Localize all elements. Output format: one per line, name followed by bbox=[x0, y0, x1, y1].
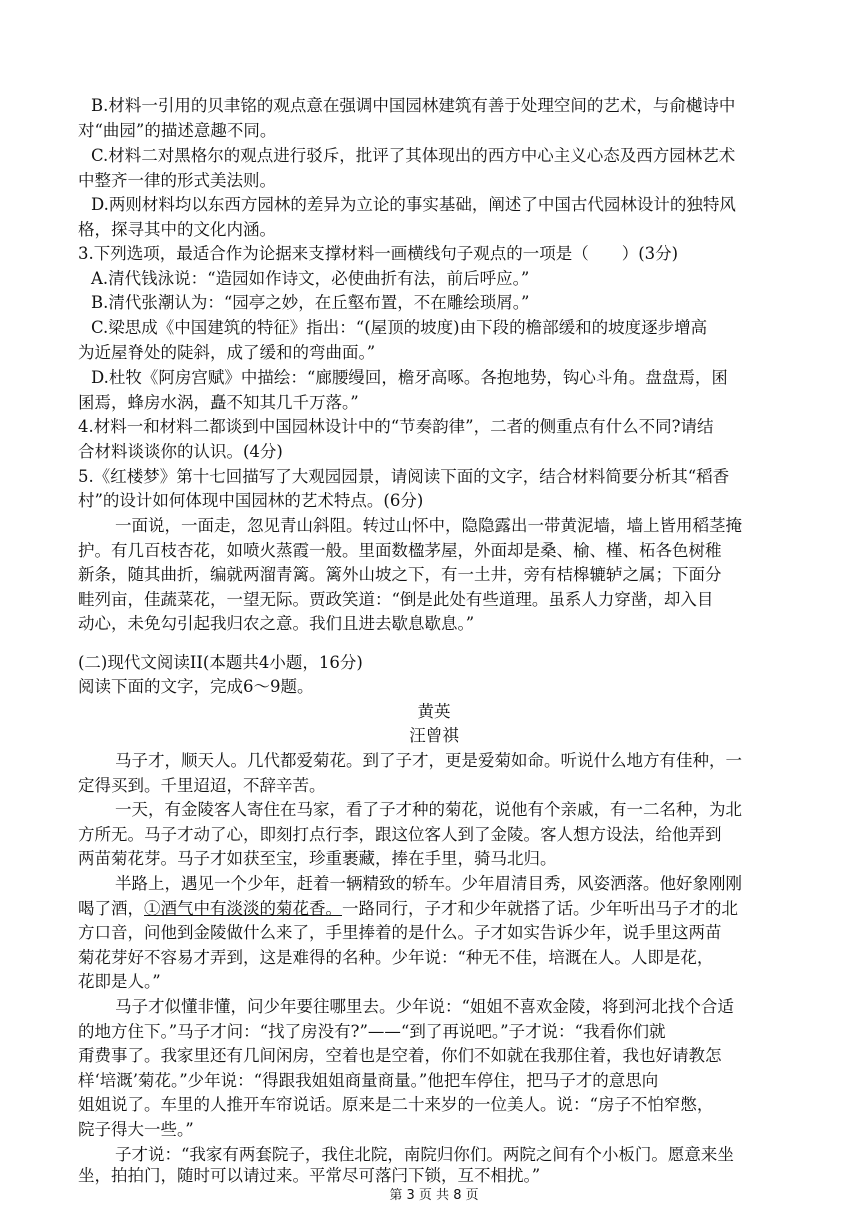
excerpt-line: 畦列亩，佳蔬菜花，一望无际。贾政笑道：“倒是此处有些道理。虽系人力穿凿，却入目 bbox=[78, 590, 714, 609]
text-line: 合材料谈谈你的认识。(4分) bbox=[78, 442, 283, 461]
story-line: 姐姐说了。车里的人推开车帘说话。原来是二十来岁的一位美人。说：“房子不怕窄憋， bbox=[78, 1095, 714, 1114]
story-line: 方所无。马子才动了心，即刻打点行李，跟这位客人到了金陵。客人想方设法，给他弄到 bbox=[78, 825, 722, 844]
story-line: 两苗菊花芽。马子才如获至宝，珍重裹藏，捧在手里，骑马北归。 bbox=[78, 849, 557, 868]
story-segment: 一路同行，子才和少年就搭了话。少年听出马子才的北 bbox=[342, 899, 738, 918]
story-line: 样‘培溉’菊花。”少年说：“得跟我姐姐商量商量。”他把车停住，把马子才的意思向 bbox=[78, 1071, 659, 1090]
option-b: B.清代张潮认为：“园亭之妙，在丘壑布置，不在雕绘琐屑。” bbox=[91, 293, 530, 312]
text-line: B.材料一引用的贝聿铭的观点意在强调中国园林建筑有善于处理空间的艺术，与俞樾诗中 bbox=[91, 96, 736, 115]
excerpt-line: 动心，未免勾引起我归农之意。我们且进去歇息歇息。” bbox=[78, 614, 475, 633]
story-line: 一天，有金陵客人寄住在马家，看了子才种的菊花，说他有个亲戚，有一二名种，为北 bbox=[115, 800, 742, 819]
text-line: 对“曲园”的描述意趣不同。 bbox=[78, 121, 277, 140]
text-line: 格，探寻其中的文化内涵。 bbox=[78, 220, 276, 239]
page-footer: 第 3 页 共 8 页 bbox=[389, 1188, 479, 1203]
story-author: 汪曾祺 bbox=[409, 726, 459, 745]
story-line: 半路上，遇见一个少年，赶着一辆精致的轿车。少年眉清目秀，风姿洒落。他好象刚刚 bbox=[115, 874, 742, 893]
text-line: C.材料二对黑格尔的观点进行驳斥，批评了其体现出的西方中心主义心态及西方园林艺术 bbox=[91, 146, 736, 165]
option-d: D.杜牧《阿房宫赋》中描绘：“廊腰缦回，檐牙高啄。各抱地势，钩心斗角。盘盘焉，囷 bbox=[91, 368, 728, 387]
text-line: 村”的设计如何体现中国园林的艺术特点。(6分) bbox=[78, 491, 424, 510]
story-line: 方口音，问他到金陵做什么来了，手里捧着的是什么。子才如实告诉少年，说手里这两苗 bbox=[78, 923, 722, 942]
section-heading: (二)现代文阅读II(本题共4小题，16分) bbox=[78, 653, 363, 672]
excerpt-line: 一面说，一面走，忽见青山斜阻。转过山怀中，隐隐露出一带黄泥墙，墙上皆用稻茎掩 bbox=[115, 516, 742, 535]
story-line: 甭费事了。我家里还有几间闲房，空着也是空着，你们不如就在我那住着，我也好请教怎 bbox=[78, 1046, 722, 1065]
story-line: 定得买到。千里迢迢，不辞辛苦。 bbox=[78, 776, 326, 795]
story-line: 花即是人。” bbox=[78, 972, 161, 991]
underlined-sentence-1: ①酒气中有淡淡的菊花香。 bbox=[144, 899, 342, 918]
story-line: 子才说：“我家有两套院子，我住北院，南院归你们。两院之间有个小板门。愿意来坐 bbox=[115, 1145, 734, 1164]
story-line bbox=[78, 898, 738, 920]
instruction: 阅读下面的文字，完成6～9题。 bbox=[78, 677, 314, 696]
text-line: 中整齐一律的形式美法则。 bbox=[78, 171, 276, 190]
story-line: 院子得大一些。” bbox=[78, 1120, 194, 1139]
text-line: D.两则材料均以东西方园林的差异为立论的事实基础，阐述了中国古代园林设计的独特风 bbox=[91, 195, 736, 214]
story-line: 菊花芽好不容易才弄到，这是难得的名种。少年说：“种无不佳，培溉在人。人即是花， bbox=[78, 948, 714, 967]
story-segment: 喝了酒， bbox=[78, 899, 144, 918]
option-c: C.梁思成《中国建筑的特征》指出：“(屋顶的坡度)由下段的檐部缓和的坡度逐步增高 bbox=[91, 318, 708, 337]
text-line: 为近屋脊处的陡斜，成了缓和的弯曲面。” bbox=[78, 343, 376, 362]
question-5: 5.《红楼梦》第十七回描写了大观园园景，请阅读下面的文字，结合材料简要分析其“稻香 bbox=[78, 467, 730, 486]
text-line: 囷焉，蜂房水涡，矗不知其几千万落。” bbox=[78, 393, 359, 412]
excerpt-line: 新条，随其曲折，编就两溜青篱。篱外山坡之下，有一土井，旁有桔槔辘轳之属；下面分 bbox=[78, 565, 722, 584]
option-a: A.清代钱泳说：“造园如作诗文，必使曲折有法，前后呼应。” bbox=[91, 269, 530, 288]
story-line: 的地方住下。”马子才问：“找了房没有?”——“到了再说吧。”子才说：“我看你们就 bbox=[78, 1022, 666, 1041]
question-3: 3.下列选项，最适合作为论据来支撑材料一画横线句子观点的一项是（ ）(3分) bbox=[78, 244, 679, 263]
excerpt-line: 护。有几百枝杏花，如喷火蒸霞一般。里面数楹茅屋，外面却是桑、榆、槿、柘各色树稚 bbox=[78, 541, 722, 560]
story-title: 黄英 bbox=[417, 702, 451, 721]
question-4: 4.材料一和材料二都谈到中国园林设计中的“节奏韵律”，二者的侧重点有什么不同?请结 bbox=[78, 417, 714, 436]
story-line: 马子才似懂非懂，问少年要往哪里去。少年说：“姐姐不喜欢金陵，将到河北找个合适 bbox=[115, 997, 734, 1016]
story-line: 马子才，顺天人。几代都爱菊花。到了子才，更是爱菊如命。听说什么地方有佳种，一 bbox=[115, 751, 742, 770]
story-line: 坐，拍拍门，随时可以请过来。平常尽可落闩下锁，互不相扰。” bbox=[78, 1166, 541, 1185]
